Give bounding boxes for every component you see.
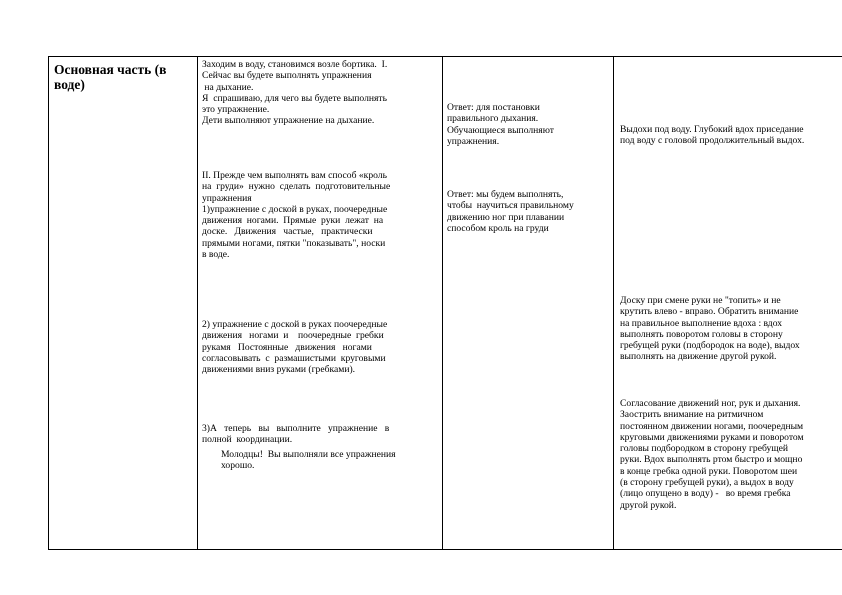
teacher-text-praise: Молодцы! Вы выполняли все упражнения хорошо. bbox=[221, 449, 396, 472]
note-exhale: Выдохи под воду. Глубокий вдох приседание под воду с головой продолжительный выдох. bbox=[620, 124, 805, 147]
note-board-rotation: Доску при смене руки не "топить» и не крутить влево - вправо. Обратить внимание на правильное выполнение вдоха : вдох выполнять поворотом головы в сторону гребущей руки (подбородок на воде), выдох выполнять на движение другой рукой. bbox=[620, 295, 800, 363]
teacher-text-exercise-3: 3)А теперь вы выполните упражнение в полной координации. bbox=[202, 423, 390, 446]
teacher-text-intro: Заходим в воду, становимся возле бортика. I. Сейчас вы будете выполнять упражнения на дыхание. Я спрашиваю, для чего вы будете выполнять это упражнение. Дети выполняют упражнение на дыхание. bbox=[202, 59, 388, 127]
column-divider-3 bbox=[613, 57, 614, 549]
student-answer-crawl: Ответ: мы будем выполнять, чтобы научиться правильному движению ног при плавании способом кроль на груди bbox=[447, 189, 574, 234]
column-divider-1 bbox=[197, 57, 198, 549]
teacher-text-exercise-2: 2) упражнение с доской в руках поочередные движения ногами и поочередные гребки рукамя Постоянные движения ногами согласовывать с размашистыми круговыми движениями вниз руками (гребками). bbox=[202, 319, 388, 376]
note-coordination: Согласование движений ног, рук и дыхания. Заострить внимание на ритмичном постоянном движении ногами, поочередным круговыми движениями руками и поворотом головы подбородком в сторону гребущей руки. Вдох выполнять ртом быстро и мощно в конце гребка одной руки. Поворотом шеи (в сторону гребущей руки), а выдох в воду (лицо опущено в воду) - во время гребка другой рукой. bbox=[620, 398, 804, 511]
section-heading: Основная часть (в воде) bbox=[54, 62, 167, 92]
column-divider-2 bbox=[442, 57, 443, 549]
student-answer-breathing: Ответ: для постановки правильного дыхания. Обучающиеся выполняют упражнения. bbox=[447, 102, 554, 147]
lesson-plan-table bbox=[48, 56, 842, 550]
teacher-text-preparatory: II. Прежде чем выполнять вам способ «кроль на груди» нужно сделать подготовительные упражнения 1)упражнение с доской в руках, поочередные движения ногами. Прямые руки лежат на доске. Движения частые, практически прямыми ногами, пятки "показывать", носки в воде. bbox=[202, 170, 391, 261]
